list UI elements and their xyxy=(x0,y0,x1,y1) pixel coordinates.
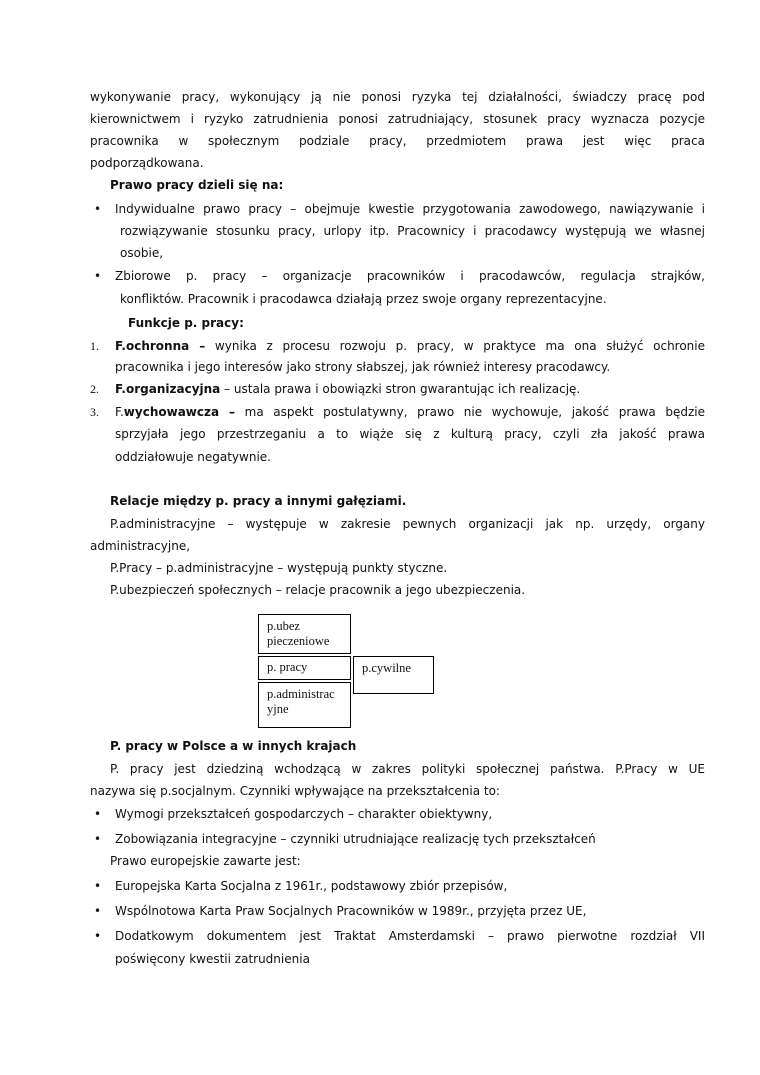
text-line: Zobowiązania integracyjne – czynniki utrudniające realizację tych przekształceń xyxy=(115,832,596,846)
text-line: poświęcony kwestii zatrudnienia xyxy=(115,952,310,966)
text-line: Prawo europejskie zawarte jest: xyxy=(110,854,301,868)
text-line: pracownika w społecznym podziale pracy, przedmiotem prawa jest więc praca xyxy=(90,134,705,148)
text-line: osobie, xyxy=(120,246,164,260)
list-number: 1. xyxy=(90,339,99,353)
bullet: • xyxy=(94,807,102,821)
text: – ustala prawa i obowiązki stron gwarantując ich realizację. xyxy=(220,382,581,396)
diagram-box-administrative-law: p.administrac yjne xyxy=(258,682,351,728)
text-line: oddziałowuje negatywnie. xyxy=(115,450,271,464)
text-line: P.Pracy – p.administracyjne – występują punkty styczne. xyxy=(110,561,448,575)
text-line: Europejska Karta Socjalna z 1961r., podstawowy zbiór przepisów, xyxy=(115,879,508,893)
text-line: P.administracyjne – występuje w zakresie pewnych organizacji jak np. urzędy, organy xyxy=(110,517,705,531)
text-line: administracyjne, xyxy=(90,539,191,553)
text-line: podporządkowana. xyxy=(90,156,204,170)
text: ma aspekt postulatywny, prawo nie wychowuje, jakość prawa będzie xyxy=(235,405,706,419)
text-line: sprzyjała jego przestrzeganiu a to wiąże się z kulturą pracy, czyli zła jakość prawa xyxy=(115,427,705,441)
function-name: F.ochronna – xyxy=(115,339,206,353)
text-line: kierownictwem i ryzyko zatrudnienia ponosi zatrudniający, stosunek pracy wyznacza pozycje xyxy=(90,112,705,126)
text: wynika z procesu rozwoju p. pracy, w praktyce ma ona służyć ochronie xyxy=(205,339,706,353)
text-line: nazywa się p.socjalnym. Czynniki wpływające na przekształcenia to: xyxy=(90,784,500,798)
list-number: 3. xyxy=(90,405,99,419)
heading-functions: Funkcje p. pracy: xyxy=(128,316,244,330)
bullet: • xyxy=(94,929,102,943)
text-line: Wymogi przekształceń gospodarczych – charakter obiektywny, xyxy=(115,807,493,821)
text-line: P. pracy jest dziedziną wchodzącą w zakres polityki społecznej państwa. P.Pracy w UE xyxy=(110,762,705,776)
text-line: Zbiorowe p. pracy – organizacje pracowników i pracodawców, regulacja strajków, xyxy=(115,269,705,283)
text-line xyxy=(115,338,705,354)
function-name: F.organizacyjna xyxy=(115,382,221,396)
heading-poland: P. pracy w Polsce a w innych krajach xyxy=(110,739,357,753)
text: F. xyxy=(115,405,124,419)
bullet: • xyxy=(94,202,102,216)
text-line: rozwiązywanie stosunku pracy, urlopy itp. Pracownicy i pracodawcy występują we własnej xyxy=(120,224,705,238)
diagram-box-civil-law: p.cywilne xyxy=(353,656,434,694)
heading-relations: Relacje między p. pracy a innymi gałęziami. xyxy=(110,494,407,508)
diagram-box-social-insurance: p.ubez pieczeniowe xyxy=(258,614,351,654)
heading-divisions: Prawo pracy dzieli się na: xyxy=(110,178,284,192)
text-line: P.ubezpieczeń społecznych – relacje pracownik a jego ubezpieczenia. xyxy=(110,583,526,597)
text-line xyxy=(115,381,580,397)
text-line: pracownika i jego interesów jako strony słabszej, jak również interesy pracodawcy. xyxy=(115,360,611,374)
text-line: wykonywanie pracy, wykonujący ją nie ponosi ryzyka tej działalności, świadczy pracę pod xyxy=(90,90,705,104)
text-line xyxy=(115,404,705,420)
text-line: Wspólnotowa Karta Praw Socjalnych Pracowników w 1989r., przyjęta przez UE, xyxy=(115,904,587,918)
text-line: Dodatkowym dokumentem jest Traktat Amsterdamski – prawo pierwotne rozdział VII xyxy=(115,929,705,943)
bullet: • xyxy=(94,879,102,893)
diagram-box-labour-law: p. pracy xyxy=(258,656,351,680)
bullet: • xyxy=(94,832,102,846)
list-number: 2. xyxy=(90,382,99,396)
bullet: • xyxy=(94,904,102,918)
text-line: konfliktów. Pracownik i pracodawca działają przez swoje organy reprezentacyjne. xyxy=(120,292,607,306)
text-line: Indywidualne prawo pracy – obejmuje kwestie przygotowania zawodowego, nawiązywanie i xyxy=(115,202,705,216)
bullet: • xyxy=(94,269,102,283)
function-name: wychowawcza – xyxy=(123,405,236,419)
